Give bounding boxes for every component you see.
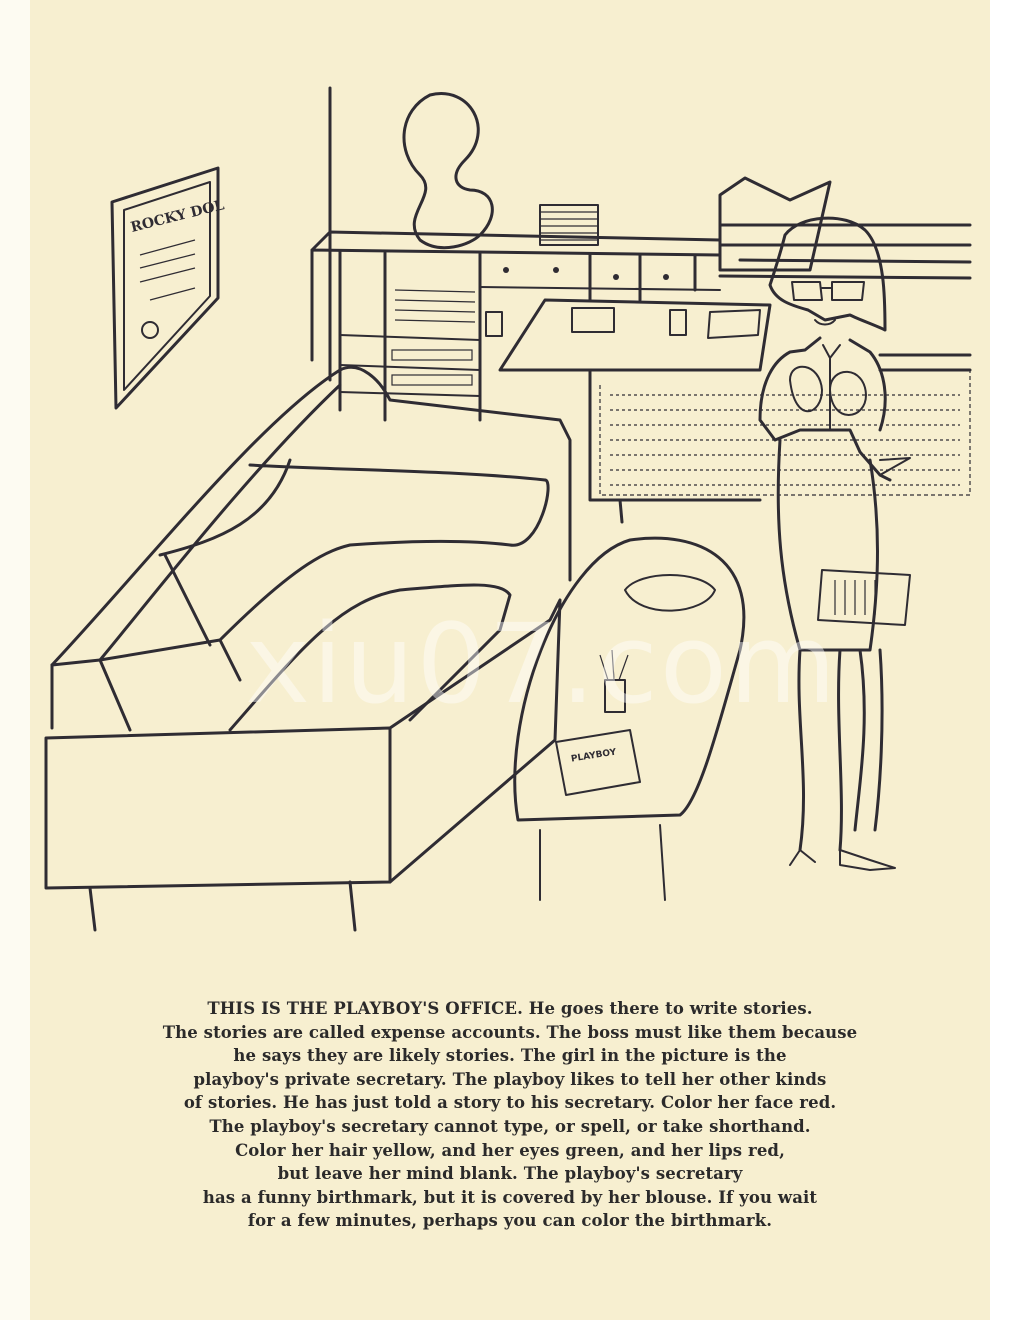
caption-line-10: for a few minutes, perhaps you can color the birthmark. <box>247 1211 773 1231</box>
caption-text-block <box>130 997 890 1233</box>
desk-box <box>572 308 614 332</box>
brush-jar <box>605 680 625 712</box>
abstract-sculpture <box>404 94 492 248</box>
caption-line-8: but leave her mind blank. The playboy's secretary <box>277 1164 743 1184</box>
secretary-hair <box>770 218 885 330</box>
certificate-seal <box>142 322 158 338</box>
certificate-heading: ROCKY DOL <box>129 197 226 236</box>
caption-lead: THIS IS THE PLAYBOY'S OFFICE. <box>207 999 523 1018</box>
desk <box>500 300 770 522</box>
magazine <box>556 730 640 795</box>
paper-pad <box>708 310 760 338</box>
caption-line-9: has a funny birthmark, but it is covered by her blouse. If you wait <box>202 1187 818 1207</box>
book-stack <box>540 205 598 245</box>
coffee-table <box>515 538 744 900</box>
secretary-figure <box>760 218 910 870</box>
caption-line-7: Color her hair yellow, and her eyes green, and her lips red, <box>235 1140 785 1160</box>
notepad <box>818 570 910 625</box>
hatched-credenza <box>600 370 970 495</box>
blouse <box>790 367 866 415</box>
caption-line-4: playboy's private secretary. The playboy likes to tell her other kinds <box>193 1069 827 1089</box>
wall-shelving-unit <box>312 232 720 420</box>
pencil <box>880 458 910 475</box>
caption-line-6: The playboy's secretary cannot type, or spell, or take shorthand. <box>209 1116 811 1136</box>
high-heels <box>790 850 895 870</box>
caption-line-5: of stories. He has just told a story to his secretary. Color her face red. <box>183 1093 837 1113</box>
caption-line-1 <box>130 997 890 1021</box>
framed-certificate <box>112 168 226 408</box>
eyeglasses <box>792 282 864 300</box>
ashtray <box>625 575 715 611</box>
wall-stripes <box>720 225 970 370</box>
caption-line-2: The stories are called expense accounts. The boss must like them because <box>162 1022 858 1042</box>
skirt <box>778 440 877 650</box>
caption-line-3: he says they are likely stories. The girl in the picture is the <box>233 1046 787 1066</box>
sofa <box>46 367 570 930</box>
caption-line-1-rest: He goes there to write stories. <box>522 999 813 1018</box>
magazine-title: PLAYBOY <box>570 747 618 765</box>
pencil-cup <box>670 310 686 335</box>
watermark: xiu07.com <box>245 600 839 728</box>
